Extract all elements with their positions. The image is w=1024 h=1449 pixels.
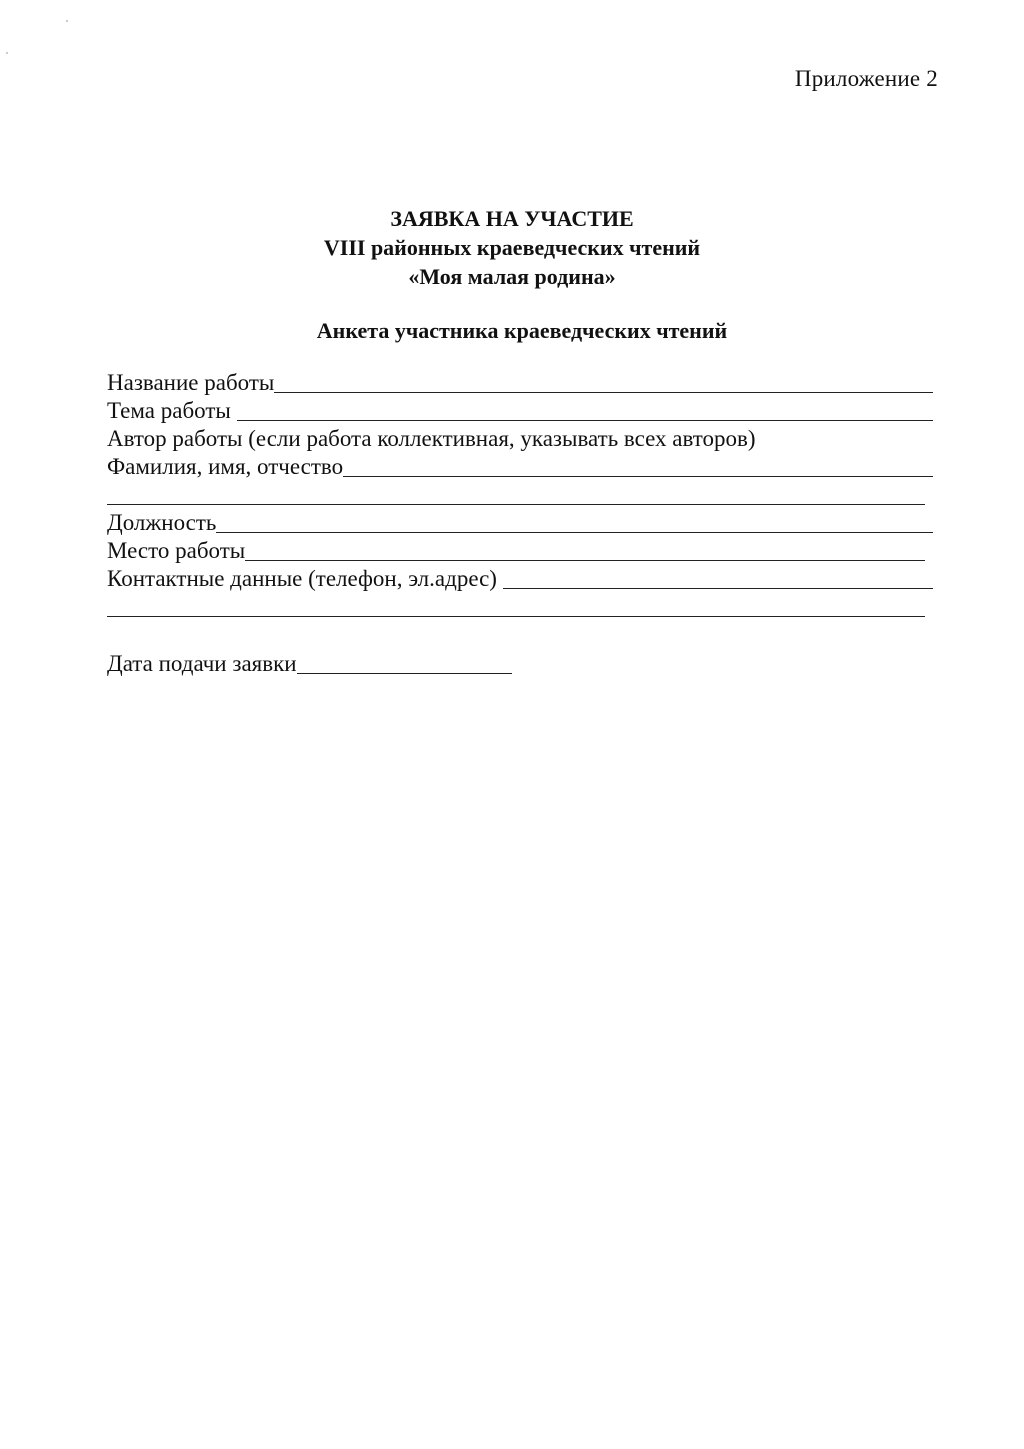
title-line-3: «Моя малая родина» <box>408 264 616 289</box>
position-label: Должность <box>107 510 217 535</box>
full-name-label: Фамилия, имя, отчество <box>107 454 344 479</box>
work-name-row <box>107 368 933 396</box>
questionnaire-subtitle: Анкета участника краеведческих чтений <box>316 318 728 343</box>
workplace-field[interactable] <box>245 559 925 561</box>
contacts-continuation-field[interactable] <box>107 615 925 617</box>
participant-form <box>107 368 933 677</box>
workplace-row <box>107 536 925 564</box>
submission-date-label: Дата подачи заявки <box>107 651 297 676</box>
work-topic-field[interactable] <box>237 419 933 421</box>
position-row <box>107 508 933 536</box>
contacts-label: Контактные данные (телефон, эл.адрес) <box>107 566 497 591</box>
contacts-field[interactable] <box>503 587 933 589</box>
contacts-continuation-row <box>107 592 925 620</box>
position-field[interactable] <box>216 531 933 533</box>
full-name-continuation-row <box>107 480 925 508</box>
full-name-row <box>107 452 933 480</box>
submission-date-field[interactable] <box>297 672 512 674</box>
work-topic-row <box>107 396 933 424</box>
author-note-label: Автор работы (если работа коллективная, указывать всех авторов) <box>107 426 756 451</box>
contacts-row <box>107 564 933 592</box>
work-topic-label: Тема работы <box>107 398 231 423</box>
author-note-row <box>107 424 933 452</box>
form-spacer <box>107 620 933 649</box>
work-name-field[interactable] <box>274 391 933 393</box>
application-title <box>0 204 1024 291</box>
submission-date-row <box>107 649 512 677</box>
title-line-2: VIII районных краеведческих чтений <box>323 235 701 260</box>
scan-speck <box>6 52 8 54</box>
work-name-label: Название работы <box>107 370 275 395</box>
scan-speck <box>66 20 68 22</box>
appendix-label: Приложение 2 <box>794 66 938 91</box>
workplace-label: Место работы <box>107 538 246 563</box>
full-name-field[interactable] <box>343 475 933 477</box>
full-name-continuation-field[interactable] <box>107 503 925 505</box>
title-line-1: ЗАЯВКА НА УЧАСТИЕ <box>390 206 634 231</box>
